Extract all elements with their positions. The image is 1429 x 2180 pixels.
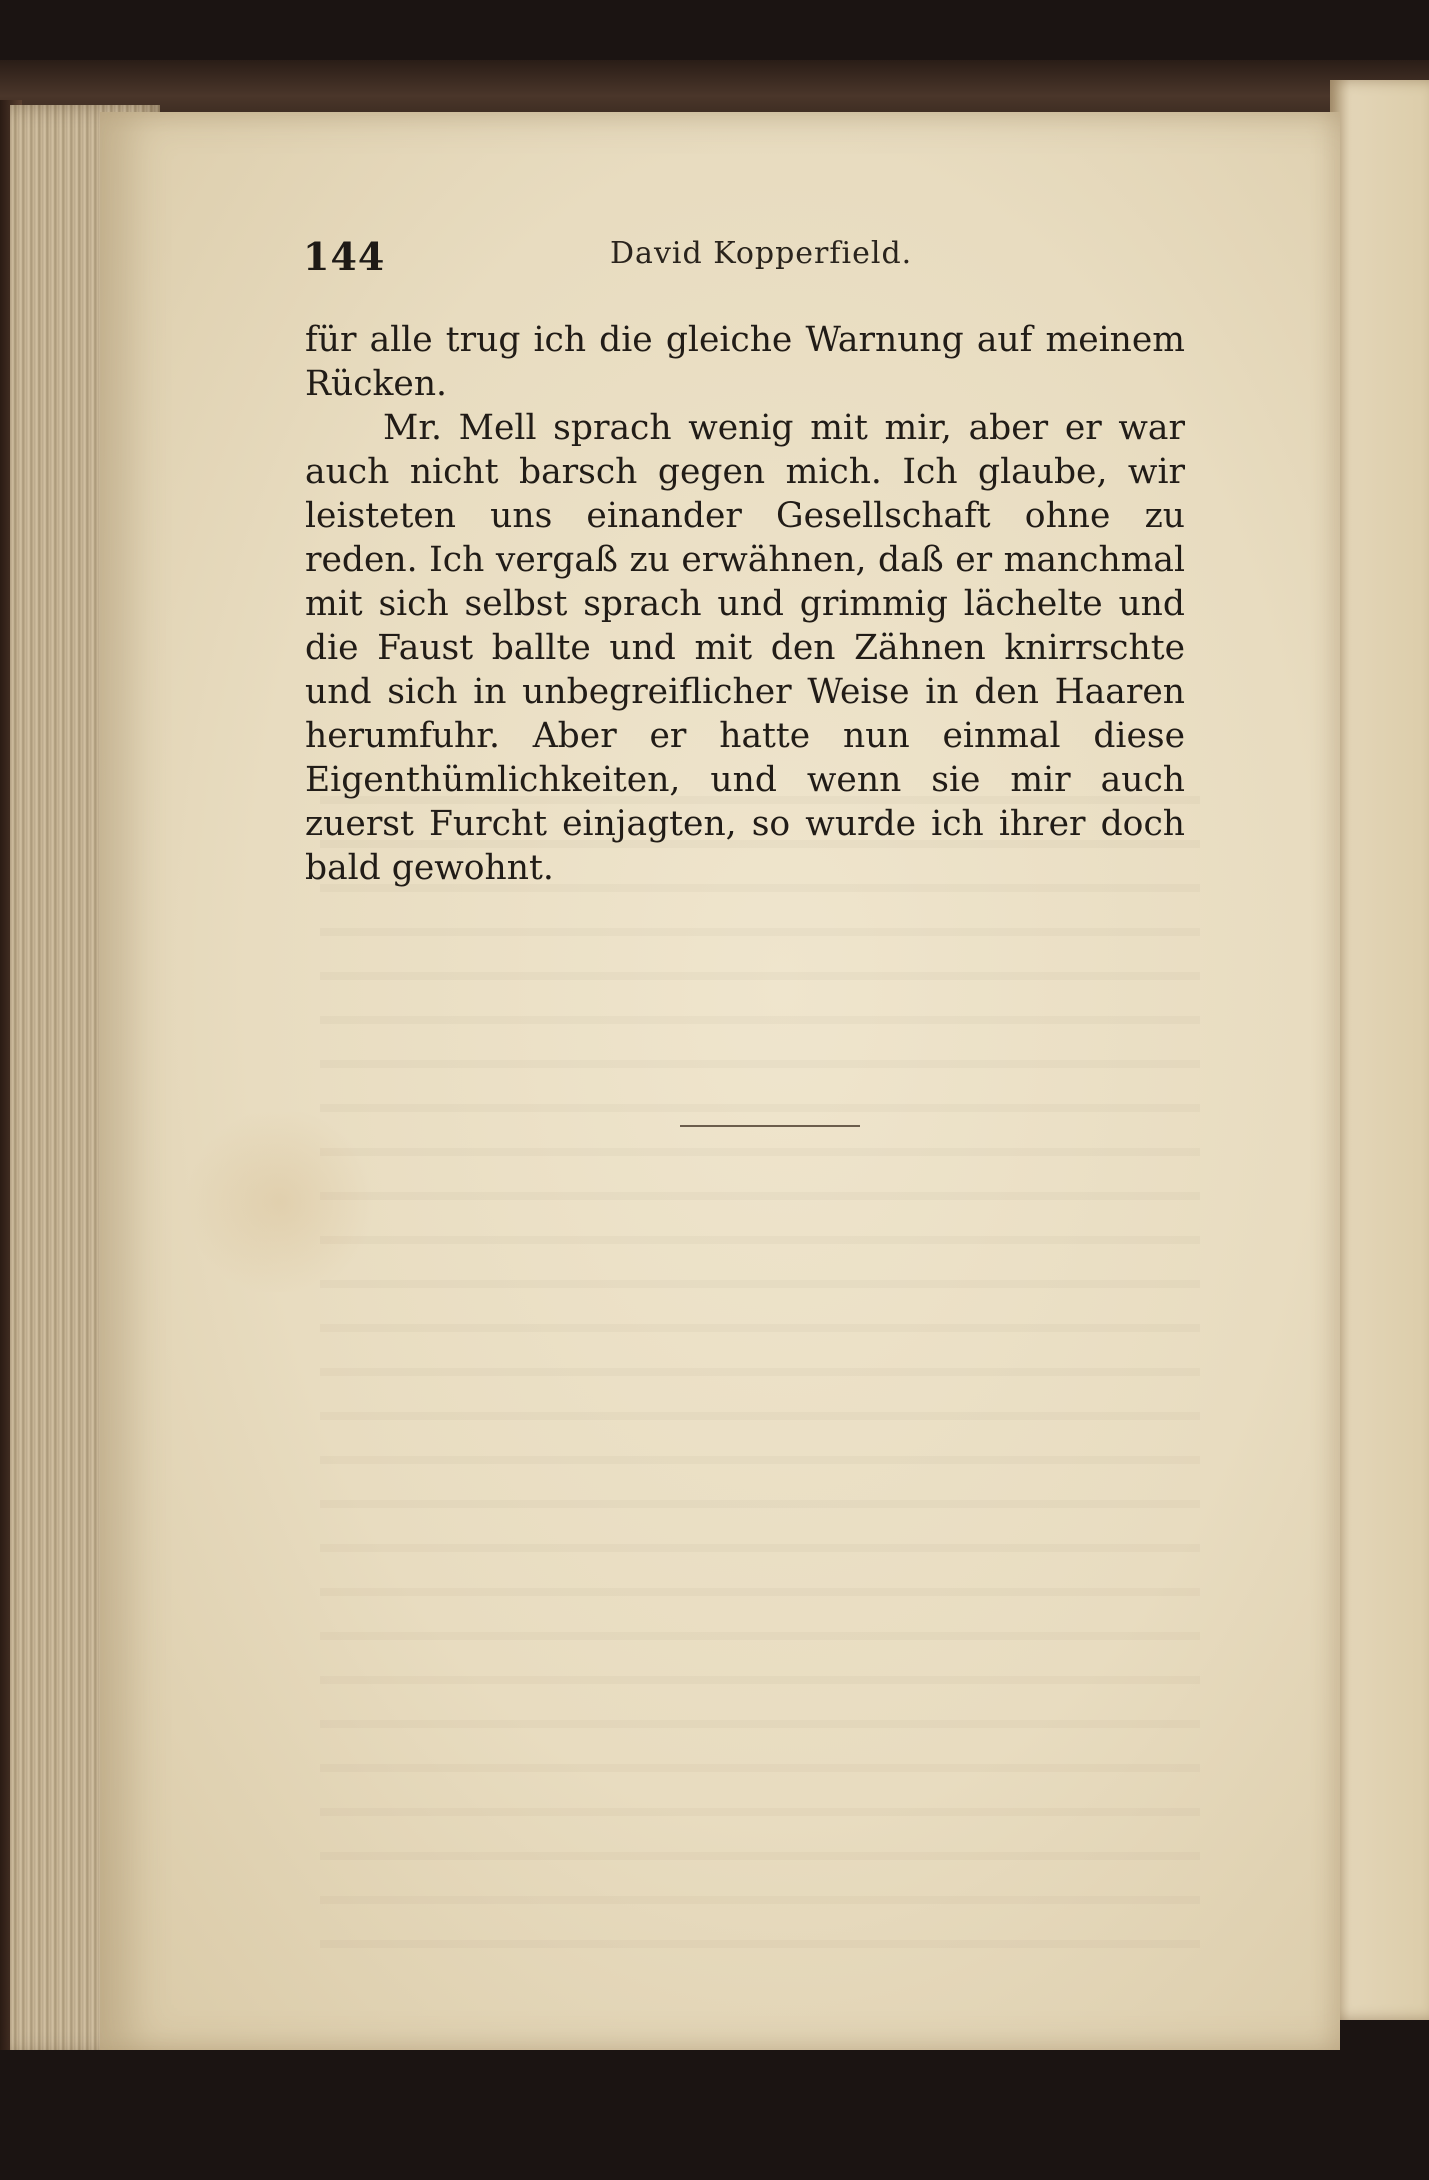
body-text [305,318,1185,890]
book-binding-top [0,60,1429,120]
page-number: 144 [303,234,386,279]
section-divider [680,1125,860,1127]
running-head: David Kopperfield. [610,236,913,271]
facing-page-edge [1330,80,1429,2020]
book-binding-bottom [0,2050,1429,2102]
paragraph: für alle trug ich die gleiche Warnung auf meinem Rücken. [305,320,1185,404]
paragraph: Mr. Mell sprach wenig mit mir, aber er war auch nicht barsch gegen mich. Ich glaube, wir leisteten uns einander Gesellschaft ohne zu reden. Ich vergaß zu erwähnen, daß er manchmal mit sich selbst sprach und grimmig lächelte und die Faust ballte und mit den Zähnen knirrschte und sich in unbegreiflicher Weise in den Haaren herumfuhr. Aber er hatte nun einmal diese Eigenthümlichkeiten, und wenn sie mir auch zuerst Furcht einjagten, so wurde ich ihrer doch bald gewohnt. [305,408,1185,888]
